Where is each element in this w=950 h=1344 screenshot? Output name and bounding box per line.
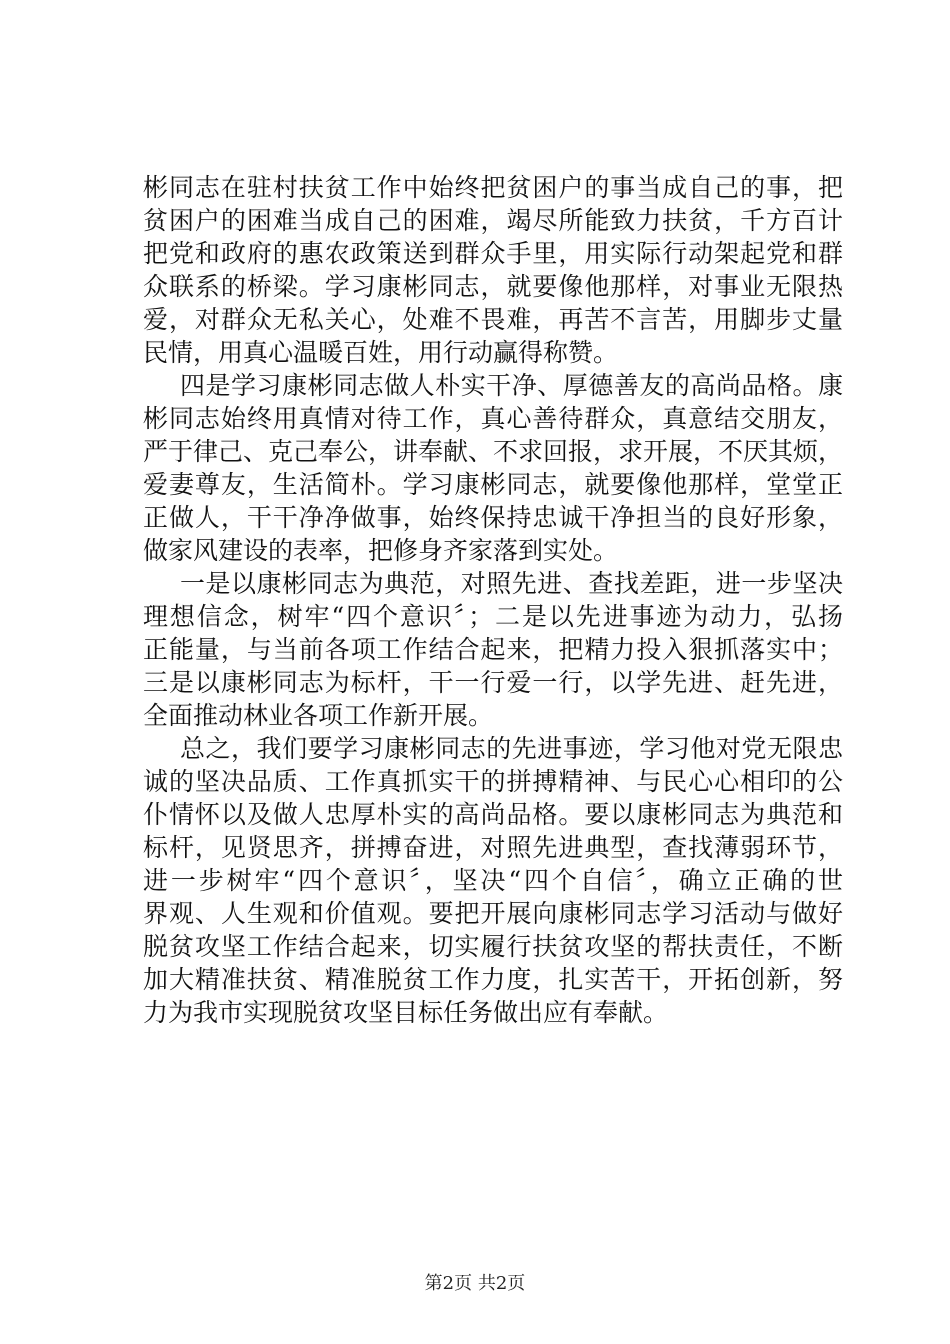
text-line: 贫困户的困难当成自己的困难，竭尽所能致力扶贫，千方百计: [143, 206, 843, 235]
text-line: 把党和政府的惠农政策送到群众手里，用实际行动架起党和群: [143, 239, 843, 268]
text-line: 标杆，见贤思齐，拼搏奋进，对照先进典型，查找薄弱环节，: [143, 833, 843, 862]
text-line: 脱贫攻坚工作结合起来，切实履行扶贫攻坚的帮扶责任，不断: [143, 932, 843, 961]
text-line: 加大精准扶贫、精准脱贫工作力度，扎实苦干，开拓创新，努: [143, 965, 843, 994]
text-line: 彬同志在驻村扶贫工作中始终把贫困户的事当成自己的事，把: [143, 173, 843, 202]
text-line: 民情，用真心温暖百姓，用行动赢得称赞。: [143, 338, 619, 367]
paragraph-first-line: 四是学习康彬同志做人朴实干净、厚德善友的高尚品格。康: [180, 371, 843, 400]
text-line: 严于律己、克己奉公，讲奉献、不求回报，求开展，不厌其烦，: [143, 437, 844, 466]
text-line: 界观、人生观和价值观。要把开展向康彬同志学习活动与做好: [143, 899, 843, 928]
text-line: 理想信念，树牢“四个意识〞；二是以先进事迹为动力，弘扬: [143, 602, 843, 631]
text-line: 诚的坚决品质、工作真抓实干的拼搏精神、与民心心相印的公: [143, 767, 843, 796]
paragraph-first-line: 一是以康彬同志为典范，对照先进、查找差距，进一步坚决: [180, 569, 843, 598]
document-body: [143, 171, 843, 1029]
page-number-footer: 第2页 共2页: [424, 1273, 526, 1294]
text-line: 众联系的桥梁。学习康彬同志，就要像他那样，对事业无限热: [143, 272, 843, 301]
text-line: 彬同志始终用真情对待工作，真心善待群众，真意结交朋友，: [143, 404, 843, 433]
text-line: 仆情怀以及做人忠厚朴实的高尚品格。要以康彬同志为典范和: [143, 800, 843, 829]
text-line: 正能量，与当前各项工作结合起来，把精力投入狠抓落实中；: [143, 635, 843, 664]
text-line: 力为我市实现脱贫攻坚目标任务做出应有奉献。: [143, 998, 669, 1027]
text-line: 做家风建设的表率，把修身齐家落到实处。: [143, 536, 619, 565]
text-line: 爱妻尊友，生活简朴。学习康彬同志，就要像他那样，堂堂正: [143, 470, 843, 499]
text-line: 全面推动林业各项工作新开展。: [143, 701, 494, 730]
text-line: 爱，对群众无私关心，处难不畏难，再苦不言苦，用脚步丈量: [143, 305, 843, 334]
text-line: 正做人，干干净净做事，始终保持忠诚干净担当的良好形象，: [143, 503, 843, 532]
text-line: 三是以康彬同志为标杆，干一行爱一行，以学先进、赶先进，: [143, 668, 843, 697]
text-line: 进一步树牢“四个意识〞，坚决“四个自信〞，确立正确的世: [143, 866, 843, 895]
paragraph-first-line: 总之，我们要学习康彬同志的先进事迹，学习他对党无限忠: [180, 734, 843, 763]
